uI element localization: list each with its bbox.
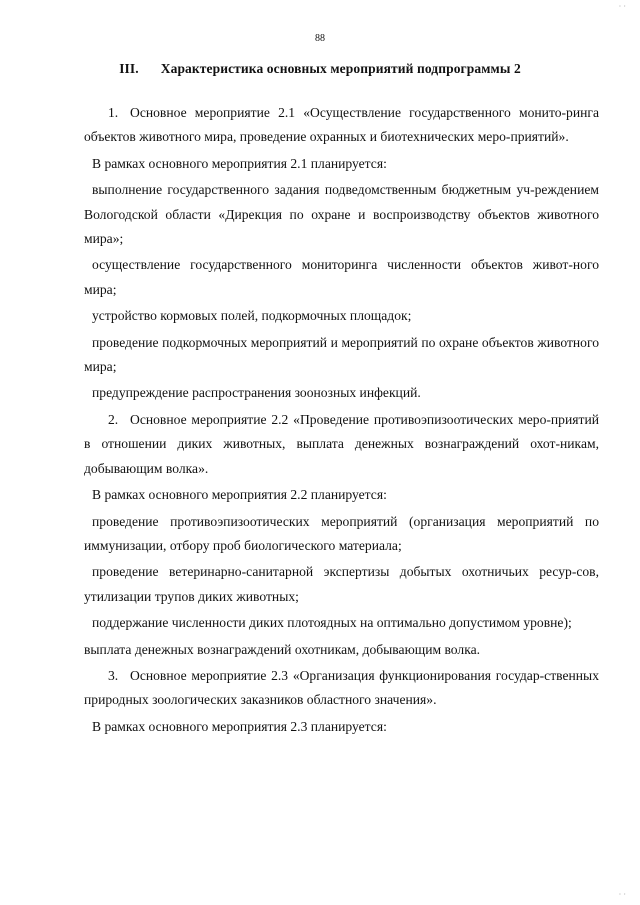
section-numeral: III. <box>119 61 139 76</box>
paragraph-14 <box>84 664 599 713</box>
paragraph-8 <box>84 408 599 481</box>
paragraph-2: В рамках основного мероприятия 2.1 планируется: <box>92 155 387 171</box>
paragraph-13: выплата денежных вознаграждений охотникам, добывающим волка. <box>84 641 481 657</box>
paragraph-10: проведение противоэпизоотических мероприятий (организация мероприятий по иммунизации, отбору проб биологического материала; <box>84 513 599 553</box>
paragraph-12: поддержание численности диких плотоядных на оптимально допустимом уровне); <box>92 615 572 631</box>
paragraph-number: 3. <box>108 667 119 683</box>
paragraph-6: проведение подкормочных мероприятий и мероприятий по охране объектов животного мира; <box>84 334 599 375</box>
paragraph-1 <box>84 101 599 150</box>
paragraph-3: выполнение государственного задания подведомственным бюджетным уч-реждением Вологодской области «Дирекция по охране и воспроизводству объектов животного мира»; <box>84 182 599 247</box>
paragraph-5: устройство кормовых полей, подкормочных площадок; <box>92 308 412 324</box>
section-heading <box>0 61 640 77</box>
paragraph-15: В рамках основного мероприятия 2.3 планируется: <box>92 718 387 734</box>
paragraph-4: осуществление государственного мониторинга численности объектов живот-ного мира; <box>84 257 599 297</box>
page-number: 88 <box>315 33 325 44</box>
paragraph-7: предупреждение распространения зоонозных инфекций. <box>92 385 421 401</box>
paragraph-number: 1. <box>108 105 119 120</box>
scan-mark-top: · · <box>618 2 626 11</box>
paragraph-number: 2. <box>108 411 119 427</box>
scan-mark-bottom: · · <box>618 890 626 899</box>
body-text <box>84 101 599 739</box>
paragraph-text: Основное мероприятие 2.1 «Осуществление государственного монито-ринга объектов животного мира, проведение охранных и биотехнических меро-приятий». <box>84 105 599 145</box>
paragraph-11: проведение ветеринарно-санитарной экспертизы добытых охотничьих ресур-сов, утилизации трупов диких животных; <box>84 564 599 604</box>
paragraph-9: В рамках основного мероприятия 2.2 планируется: <box>92 487 387 503</box>
paragraph-text: Основное мероприятие 2.2 «Проведение противоэпизоотических меро-приятий в отношении диких животных, выплата денежных вознаграждений охот-никам, добывающим волка». <box>84 411 599 476</box>
paragraph-text: Основное мероприятие 2.3 «Организация функционирования государ-ственных природных зоологических заказников областного значения». <box>84 667 599 708</box>
section-title: Характеристика основных мероприятий подпрограммы 2 <box>160 61 521 76</box>
